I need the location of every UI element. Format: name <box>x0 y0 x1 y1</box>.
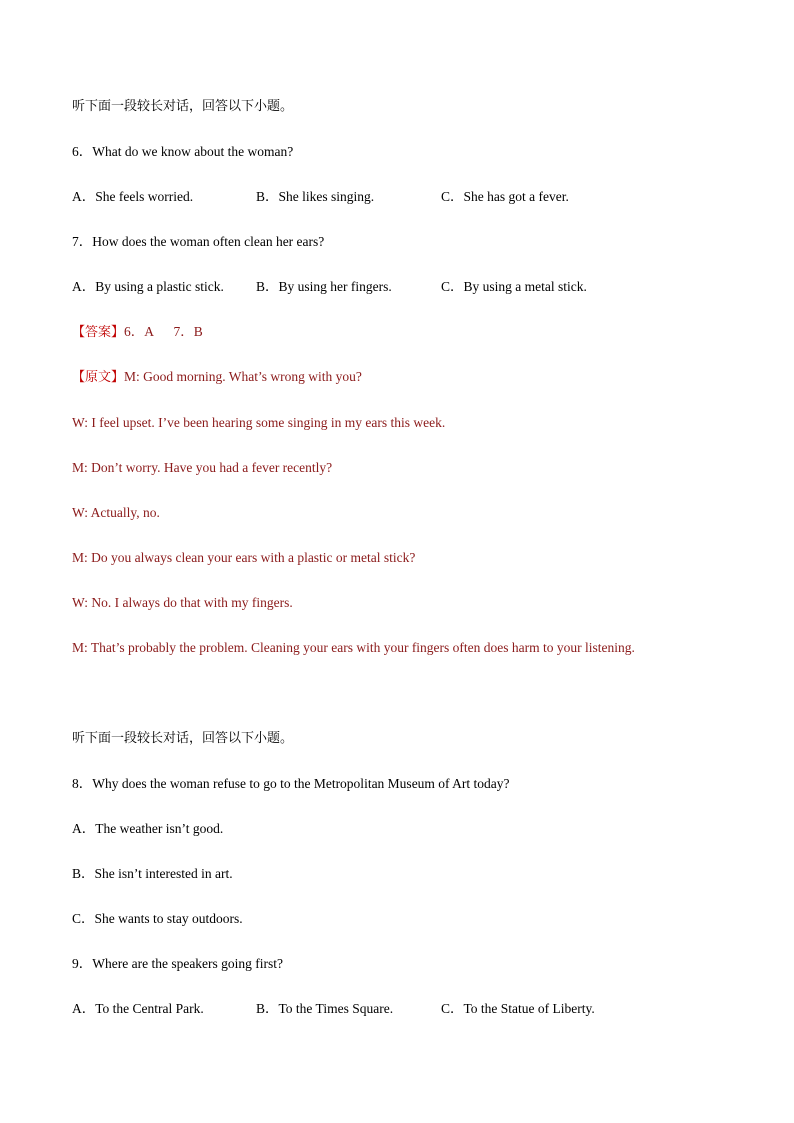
question-9-option-b: B．To the Times Square. <box>256 1001 394 1016</box>
question-8-stem: 8．Why does the woman refuse to go to the Metropolitan Museum of Art today? <box>72 776 510 791</box>
transcript-line-3: M: Don’t worry. Have you had a fever recently? <box>72 460 333 475</box>
transcript-line-4: W: Actually, no. <box>72 505 160 520</box>
transcript-line-1-text: M: Good morning. What’s wrong with you? <box>124 369 362 384</box>
question-8-option-c: C．She wants to stay outdoors. <box>72 911 243 926</box>
question-7-option-b: B．By using her fingers. <box>256 279 392 294</box>
question-6-option-c: C．She has got a fever. <box>441 189 569 204</box>
section2-instruction: 听下面一段较长对话，回答以下小题。 <box>72 731 294 746</box>
transcript-line-7: M: That’s probably the problem. Cleaning your ears with your fingers often does harm to your listening. <box>72 640 635 655</box>
answer-label: 【答案】 <box>72 325 125 340</box>
section1-instruction: 听下面一段较长对话，回答以下小题。 <box>72 99 294 114</box>
transcript-line-2: W: I feel upset. I’ve been hearing some singing in my ears this week. <box>72 415 446 430</box>
transcript-label: 【原文】 <box>72 370 125 385</box>
answer-line <box>72 323 203 342</box>
question-7-stem: 7．How does the woman often clean her ears? <box>72 234 325 249</box>
transcript-line-5: M: Do you always clean your ears with a plastic or metal stick? <box>72 550 416 565</box>
answer-text: 6．A 7．B <box>124 324 203 339</box>
question-9-stem: 9．Where are the speakers going first? <box>72 956 284 971</box>
question-7-option-a: A．By using a plastic stick. <box>72 279 224 294</box>
question-6-option-a: A．She feels worried. <box>72 189 194 204</box>
transcript-line-1 <box>72 368 362 387</box>
transcript-line-6: W: No. I always do that with my fingers. <box>72 595 293 610</box>
question-8-option-b: B．She isn’t interested in art. <box>72 866 233 881</box>
question-6-option-b: B．She likes singing. <box>256 189 375 204</box>
question-7-option-c: C．By using a metal stick. <box>441 279 587 294</box>
question-6-stem: 6．What do we know about the woman? <box>72 144 294 159</box>
question-9-option-c: C．To the Statue of Liberty. <box>441 1001 595 1016</box>
question-8-option-a: A．The weather isn’t good. <box>72 821 224 836</box>
question-9-option-a: A．To the Central Park. <box>72 1001 204 1016</box>
